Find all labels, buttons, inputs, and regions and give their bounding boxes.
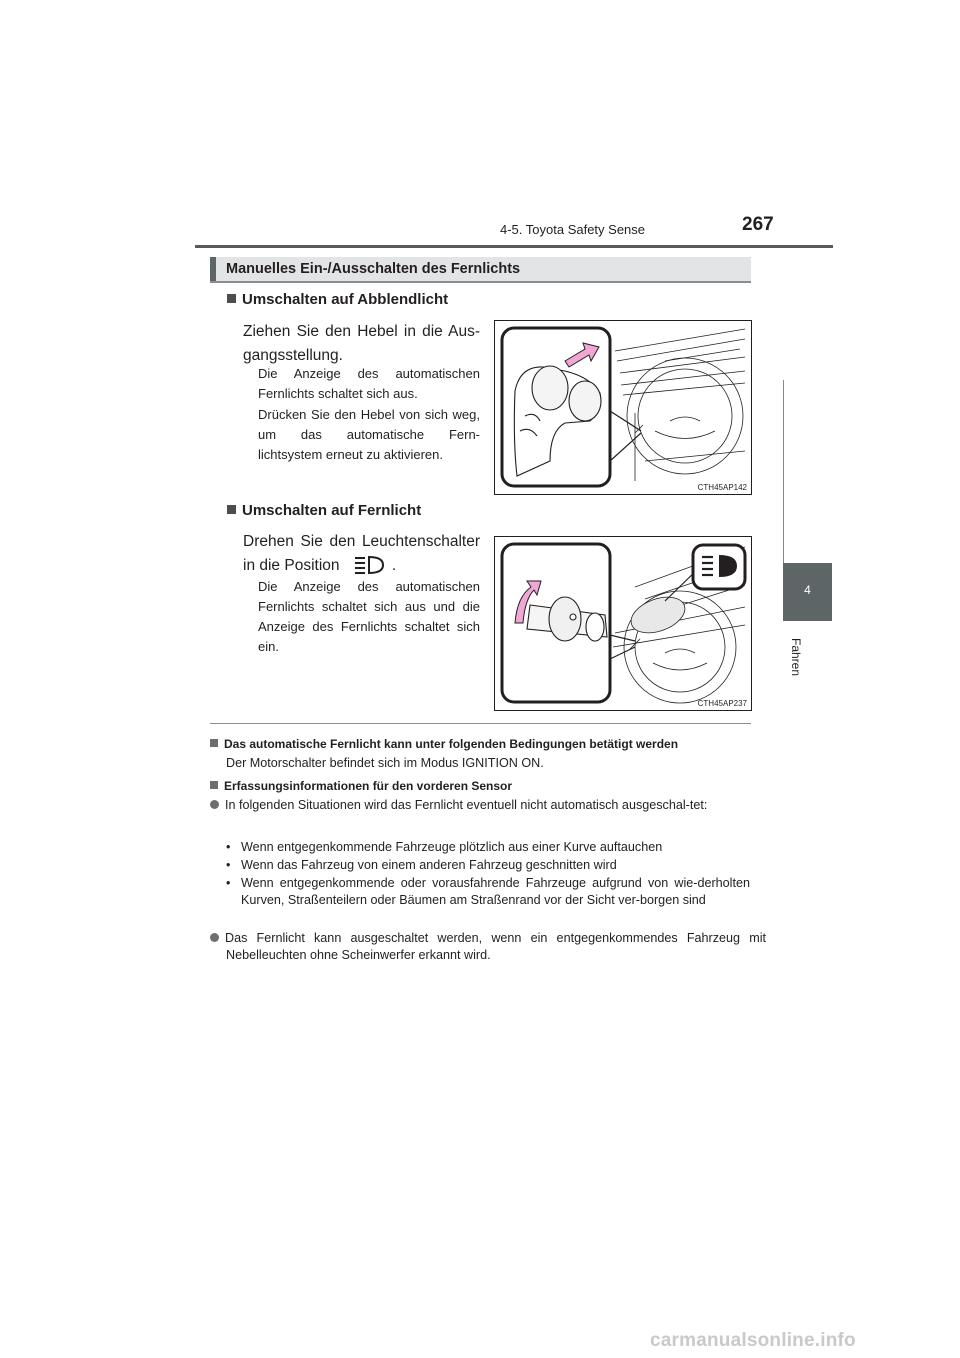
sensor-sub-item-1 (226, 839, 750, 856)
high-beam-icon-svg (352, 554, 386, 576)
low-beam-heading (227, 291, 448, 308)
running-header-section: 4-5. Toyota Safety Sense (500, 222, 646, 237)
low-beam-heading-text: Umschalten auf Abblendlicht (242, 291, 449, 308)
low-beam-note-1: Die Anzeige des automatischen Fernlichts schaltet sich aus. (258, 366, 480, 401)
sensor-bullet-1 (210, 797, 766, 814)
note-conditions-text: Der Motorschalter befindet sich im Modus IGNITION ON. (226, 756, 544, 770)
high-beam-instruction-end: . (391, 557, 397, 574)
section-header-accent (210, 257, 216, 281)
figure-code: CTH45AP237 (697, 699, 747, 708)
section-header-bar (210, 257, 751, 283)
sensor-bullet-2 (210, 930, 766, 964)
chapter-label: Fahren (789, 638, 803, 677)
high-beam-instruction (243, 530, 480, 578)
chapter-number: 4 (804, 583, 811, 597)
high-beam-instruction-text: Drehen Sie den Leuchtenschalter in die Position (243, 533, 480, 574)
dot-bullet: • (226, 876, 231, 890)
lever-twist-illustration (495, 537, 751, 710)
low-beam-instruction: Ziehen Sie den Hebel in die Aus-gangsstellung. (243, 323, 480, 364)
section-title: Manuelles Ein-/Ausschalten des Fernlichts (226, 261, 521, 277)
high-beam-heading-text: Umschalten auf Fernlicht (242, 502, 422, 519)
low-beam-note-2: Drücken Sie den Hebel von sich weg, um das automatische Fern-lichtsystem erneut zu aktivieren. (258, 407, 480, 462)
chapter-tab (783, 563, 832, 621)
high-beam-illustration (494, 536, 752, 711)
square-bullet-icon (227, 294, 236, 303)
dot-bullet: • (226, 840, 231, 854)
sensor-sub-item-1-text: Wenn entgegenkommende Fahrzeuge plötzlich aus einer Kurve auftauchen (241, 840, 663, 854)
high-beam-icon (352, 554, 386, 576)
dot-bullet: • (226, 858, 231, 872)
square-bullet-icon (227, 505, 236, 514)
high-beam-heading (227, 502, 421, 519)
sensor-sub-item-3-text: Wenn entgegenkommende oder vorausfahrende Fahrzeuge aufgrund von wie-derholten Kurven, Straßenteilern oder Bäumen am Straßenrand vor der Sicht ver-borgen sind (241, 876, 750, 907)
square-bullet-icon (210, 739, 218, 747)
sensor-bullet-1-text: In folgenden Situationen wird das Fernlicht eventuell nicht automatisch ausgeschal-tet: (225, 798, 708, 812)
round-bullet-icon (210, 800, 219, 809)
sensor-sub-item-3 (226, 875, 750, 909)
low-beam-illustration (494, 320, 752, 495)
note-heading-sensor-text: Erfassungsinformationen für den vorderen Sensor (224, 779, 513, 793)
sensor-sub-item-2 (226, 857, 750, 874)
figure-code: CTH45AP142 (697, 483, 747, 492)
side-tab-line (783, 380, 784, 563)
sensor-bullet-2-text: Das Fernlicht kann ausgeschaltet werden, wenn ein entgegenkommendes Fahrzeug mit Nebelleuchten ohne Scheinwerfer erkannt wird. (225, 931, 766, 962)
note-heading-conditions (210, 737, 678, 751)
round-bullet-icon (210, 933, 219, 942)
page-number: 267 (742, 214, 774, 235)
high-beam-note: Die Anzeige des automatischen Fernlichts schaltet sich aus und die Anzeige des Fernlichts schaltet sich ein. (258, 579, 480, 654)
lever-push-illustration (495, 321, 751, 494)
watermark: carmanualsonline.info (650, 1330, 856, 1351)
sensor-sub-item-2-text: Wenn das Fahrzeug von einem anderen Fahrzeug geschnitten wird (241, 858, 617, 872)
note-heading-sensor (210, 779, 512, 793)
note-heading-conditions-text: Das automatische Fernlicht kann unter folgenden Bedingungen betätigt werden (224, 737, 679, 751)
header-rule (195, 245, 833, 248)
notes-divider (210, 723, 751, 724)
square-bullet-icon (210, 781, 218, 789)
